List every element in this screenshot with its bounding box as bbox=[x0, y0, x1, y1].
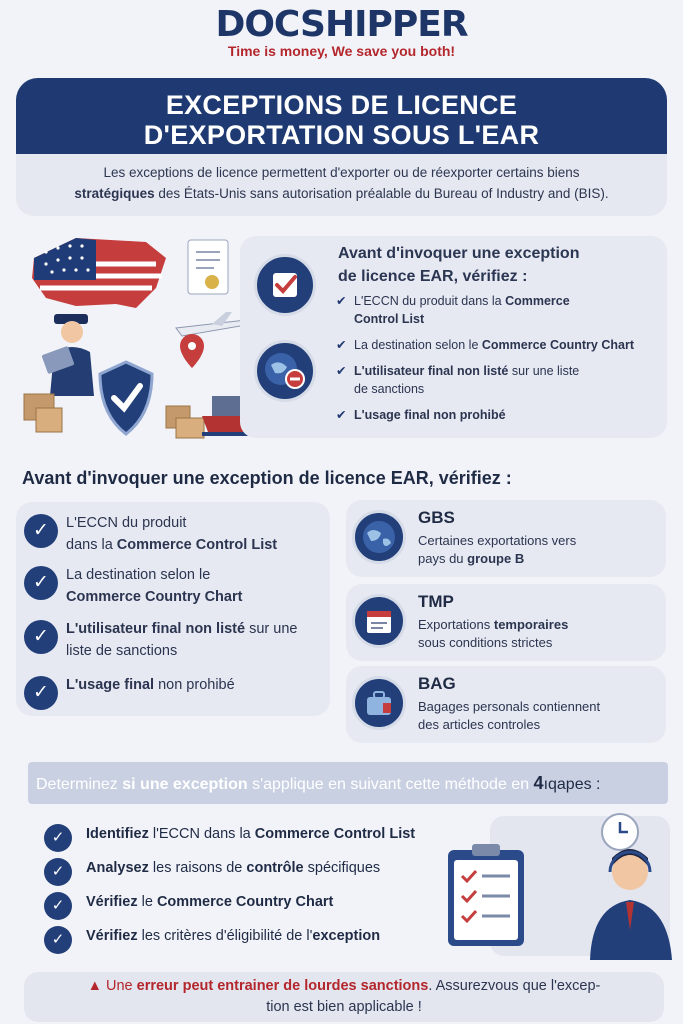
item-bold-line-2: Control List bbox=[354, 312, 425, 326]
verification-list bbox=[336, 292, 634, 432]
desc-bold: temporaires bbox=[493, 617, 569, 632]
line-2-bold: Commerce Country Chart bbox=[66, 589, 243, 605]
step-bold-1: Vérifiez bbox=[86, 928, 138, 944]
desc-pre: Exportations bbox=[418, 617, 494, 632]
intro-text bbox=[16, 154, 667, 216]
checklist-panel bbox=[16, 502, 330, 716]
line-1-bold: L'utilisateur final non listé bbox=[66, 621, 246, 637]
step-bold-1: Analysez bbox=[86, 860, 149, 876]
exception-desc bbox=[418, 698, 658, 734]
item-text: La destination selon le bbox=[354, 338, 482, 352]
warning-post: . Assurezvous que l'excep- bbox=[428, 978, 601, 994]
step-item bbox=[44, 856, 484, 890]
warning-icon: ▲ bbox=[87, 978, 102, 994]
warning-line-2: tion est bien applicable ! bbox=[266, 999, 422, 1015]
title-banner bbox=[16, 78, 667, 154]
banner-pre: Determinez bbox=[36, 776, 123, 793]
banner-mid: s'applique en suivant cette méthode en bbox=[247, 776, 534, 793]
location-pin-icon bbox=[180, 334, 204, 368]
check-icon: ✔ bbox=[336, 338, 347, 352]
check-circle-icon: ✓ bbox=[24, 514, 58, 548]
step-text bbox=[86, 894, 333, 910]
line-1: L'ECCN du produit bbox=[66, 515, 187, 531]
line-1-post: non prohibé bbox=[154, 677, 235, 693]
intro-part-2: des États-Unis sans autorisation préalable du Bureau of Industry and (BIS). bbox=[154, 186, 609, 201]
check-circle-icon: ✓ bbox=[44, 892, 72, 920]
line-2-bold: Commerce Control List bbox=[116, 537, 278, 553]
line-2-pre: dans la bbox=[66, 537, 117, 553]
check-circle-icon: ✓ bbox=[24, 620, 58, 654]
verification-title-line-1: Avant d'invoquer une exception bbox=[338, 245, 580, 262]
checklist-item-text bbox=[66, 674, 326, 696]
step-bold-2: Commerce Country Chart bbox=[156, 894, 334, 910]
item-bold: Commerce bbox=[505, 294, 570, 308]
step-text bbox=[86, 928, 380, 944]
step-text-1: les critères d'éligibilité de l' bbox=[137, 928, 313, 944]
checklist-item-text bbox=[66, 618, 326, 662]
desc-line-2: des articles controles bbox=[418, 717, 541, 732]
banner-number: 4 bbox=[533, 773, 544, 793]
check-circle-icon: ✓ bbox=[44, 858, 72, 886]
us-flag-map-icon bbox=[32, 238, 166, 308]
tagline: Time is money, We save you both! bbox=[227, 43, 456, 59]
verification-item bbox=[336, 336, 634, 354]
item-text-line-2: de sanctions bbox=[354, 382, 425, 396]
document-icon bbox=[188, 240, 228, 294]
logo-header bbox=[0, 4, 683, 59]
check-circle-icon: ✓ bbox=[24, 676, 58, 710]
verification-title-line-2: de licence EAR, vérifiez : bbox=[338, 268, 528, 285]
section-title: Avant d'invoquer une exception de licence EAR, vérifiez : bbox=[22, 468, 512, 488]
check-icon: ✔ bbox=[336, 364, 347, 378]
desc-line-2: sous conditions strictes bbox=[418, 635, 553, 650]
check-circle-icon: ✓ bbox=[44, 824, 72, 852]
step-item bbox=[44, 890, 484, 924]
line-2: liste de sanctions bbox=[66, 643, 178, 659]
intro-part-1: Les exceptions de licence permettent d'exporter ou de réexporter certains biens bbox=[103, 165, 580, 180]
globe-icon bbox=[352, 510, 406, 564]
step-text-1: les raisons de bbox=[148, 860, 247, 876]
line-1: La destination selon le bbox=[66, 567, 211, 583]
step-text-2: spécifiques bbox=[303, 860, 381, 876]
warning-box bbox=[24, 972, 664, 1022]
step-item bbox=[44, 822, 484, 856]
item-bold: L'utilisateur final non listé bbox=[354, 364, 509, 378]
step-text-1: le bbox=[137, 894, 157, 910]
title-line-1: EXCEPTIONS DE LICENCE bbox=[165, 90, 518, 120]
exception-code: TMP bbox=[418, 592, 454, 611]
method-steps bbox=[44, 822, 484, 958]
verification-card bbox=[240, 236, 667, 438]
check-circle-icon: ✓ bbox=[24, 566, 58, 600]
support-agent-illustration bbox=[440, 810, 675, 965]
suitcase-icon bbox=[352, 676, 406, 730]
step-bold-2: Commerce Control List bbox=[254, 826, 416, 842]
exception-code: BAG bbox=[418, 674, 456, 693]
exception-card-bag bbox=[346, 666, 666, 743]
warning-red-pre: Une bbox=[106, 978, 137, 994]
exception-code: GBS bbox=[418, 508, 455, 527]
clock-icon bbox=[602, 814, 638, 850]
item-bold: L'usage final non prohibé bbox=[354, 408, 506, 422]
verification-item bbox=[336, 362, 634, 398]
exception-card-gbs bbox=[346, 500, 666, 577]
check-icon: ✔ bbox=[336, 408, 347, 422]
hero-illustration bbox=[16, 228, 256, 453]
checklist-icon bbox=[254, 254, 316, 316]
customs-officer-icon bbox=[41, 314, 94, 396]
logo-text: DOCSHIPPER bbox=[215, 4, 468, 45]
method-banner bbox=[28, 762, 668, 804]
exception-desc bbox=[418, 532, 658, 568]
checklist-item-text bbox=[66, 564, 326, 608]
item-bold: Commerce Country Chart bbox=[481, 338, 634, 352]
verification-item bbox=[336, 292, 634, 328]
checklist-item-text bbox=[66, 512, 326, 556]
clipboard-icon bbox=[448, 844, 524, 946]
desc-pre: pays du bbox=[418, 551, 468, 566]
banner-bold: si une exception bbox=[122, 776, 248, 793]
item-text: L'ECCN du produit dans la bbox=[354, 294, 506, 308]
intro-bold: stratégiques bbox=[74, 186, 155, 201]
check-circle-icon: ✓ bbox=[44, 926, 72, 954]
check-icon: ✔ bbox=[336, 294, 347, 308]
step-bold-2: contrôle bbox=[246, 860, 304, 876]
verification-item bbox=[336, 406, 634, 424]
step-item bbox=[44, 924, 484, 958]
shield-check-icon bbox=[100, 362, 152, 434]
warning-red-bold: erreur peut entrainer de lourdes sanctions bbox=[136, 978, 429, 994]
desc-line-1: Certaines exportations vers bbox=[418, 533, 577, 548]
globe-restricted-icon bbox=[254, 340, 316, 402]
exception-desc bbox=[418, 616, 658, 652]
step-bold-1: Vérifiez bbox=[86, 894, 138, 910]
step-text bbox=[86, 826, 415, 842]
step-text-1: l'ECCN bbox=[148, 826, 200, 842]
title-line-2: D'EXPORTATION SOUS L'EAR bbox=[143, 120, 540, 150]
line-1-bold: L'usage final bbox=[66, 677, 155, 693]
desc-line-1: Bagages personals contiennent bbox=[418, 699, 601, 714]
calendar-icon bbox=[352, 594, 406, 648]
step-bold-1: Identifiez bbox=[86, 826, 149, 842]
exception-card-tmp bbox=[346, 584, 666, 661]
desc-bold: groupe B bbox=[467, 551, 525, 566]
line-1-post: sur une bbox=[245, 621, 298, 637]
step-bold-2: exception bbox=[312, 928, 381, 944]
step-text bbox=[86, 860, 380, 876]
verification-title bbox=[338, 242, 579, 288]
item-text: sur une liste bbox=[508, 364, 580, 378]
step-text-2: dans la bbox=[199, 826, 255, 842]
banner-post: ıqapes : bbox=[543, 776, 601, 793]
